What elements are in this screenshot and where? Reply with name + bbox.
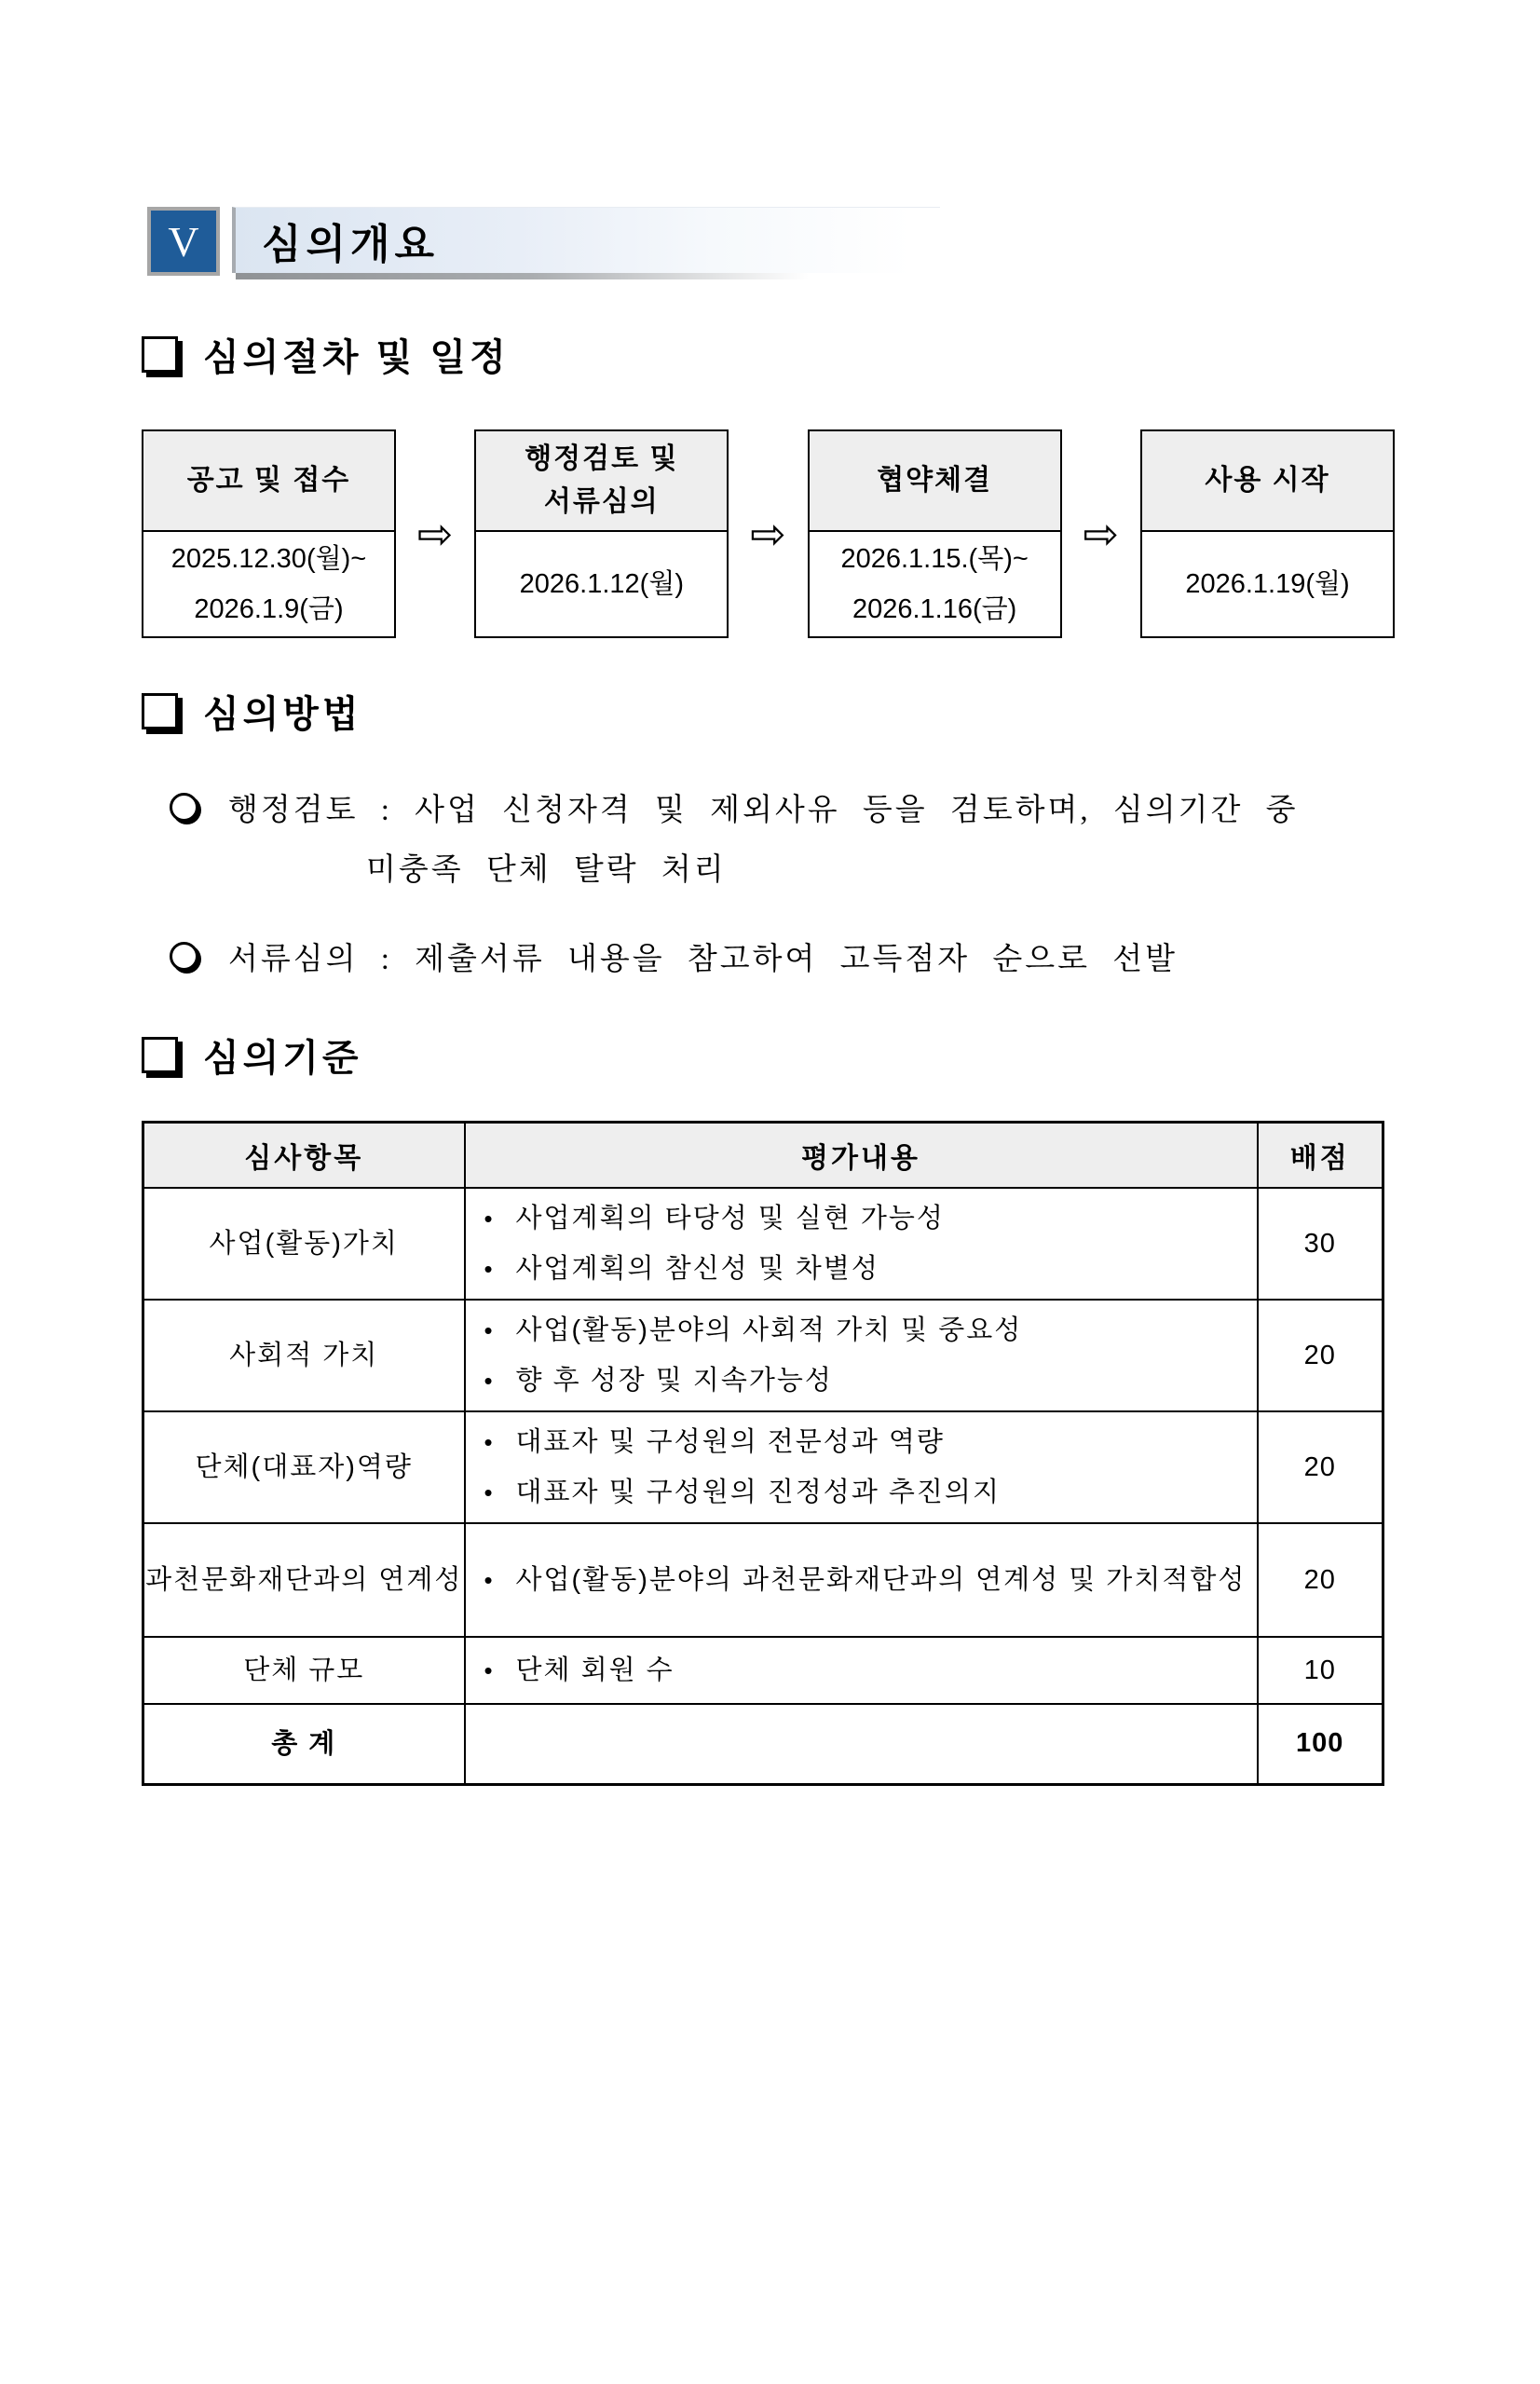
flow-step-1-title-line: 공고 및 접수: [186, 465, 351, 496]
flow-step-4-dates: [1142, 532, 1393, 636]
desc-line: [466, 1355, 1257, 1406]
dot-bullet-icon: •: [484, 1205, 495, 1233]
heading-criteria-label: 심의기준: [203, 1038, 362, 1079]
row-3-desc: [465, 1411, 1258, 1523]
dot-bullet-icon: •: [484, 1428, 495, 1456]
header-score: 배점: [1258, 1123, 1383, 1189]
section-number: V: [168, 217, 199, 266]
row-3-item: 단체(대표자)역량: [143, 1411, 465, 1523]
flow-step-2-title: [476, 431, 727, 532]
table-row: [143, 1411, 1383, 1523]
method-item-1-line-2: 미충족 단체 탈락 처리: [366, 853, 727, 887]
row-1-desc: [465, 1188, 1258, 1300]
flow-step-1: [142, 429, 396, 638]
row-2-score: 20: [1258, 1300, 1383, 1411]
title-bar-shadow: [236, 273, 887, 279]
schedule-flow: [142, 429, 1395, 638]
dot-bullet-icon: •: [484, 1478, 495, 1506]
table-total-row: [143, 1704, 1383, 1784]
row-1-score: 30: [1258, 1188, 1383, 1300]
page-title: 심의개요: [262, 222, 440, 267]
square-bullet-icon: [142, 336, 178, 373]
flow-step-3-title-line: 협약체결: [877, 465, 993, 496]
flow-step-2-date-line: 2026.1.12(월): [519, 569, 684, 599]
heading-method-label: 심의방법: [203, 694, 362, 735]
desc-text: 대표자 및 구성원의 전문성과 역량: [515, 1427, 945, 1457]
desc-line: [466, 1417, 1257, 1467]
heading-method: [142, 685, 1540, 738]
flow-step-2-title-line: 행정검토 및: [525, 443, 679, 474]
desc-text: 단체 회원 수: [515, 1655, 675, 1685]
method-item-1-line-1: 행정검토 : 사업 신청자격 및 제외사유 등을 검토하며, 심의기간 중: [228, 794, 1299, 827]
desc-line: [466, 1193, 1257, 1244]
method-list: [149, 781, 1400, 989]
table-row: [143, 1637, 1383, 1704]
table-header-row: [143, 1123, 1383, 1189]
total-label: 총 계: [143, 1704, 465, 1784]
desc-line: [466, 1467, 1257, 1518]
heading-criteria: [142, 1029, 1540, 1082]
flow-step-1-date-line: 2026.1.9(금): [194, 594, 344, 624]
desc-line: [466, 1244, 1257, 1294]
desc-text: 사업(활동)분야의 과천문화재단과의 연계성 및 가치적합성: [515, 1565, 1247, 1595]
flow-step-4-title: [1142, 431, 1393, 532]
method-item-1: [149, 781, 1400, 900]
desc-text: 사업(활동)분야의 사회적 가치 및 중요성: [515, 1315, 1023, 1345]
header-item: 심사항목: [143, 1123, 465, 1189]
method-item-2: [149, 930, 1400, 989]
flow-step-2-dates: [476, 532, 727, 636]
circle-bullet-icon: [170, 942, 198, 971]
row-1-item: 사업(활동)가치: [143, 1188, 465, 1300]
desc-line: [466, 1645, 1257, 1696]
method-item-2-text: [228, 930, 1178, 989]
desc-text: 향 후 성장 및 지속가능성: [515, 1366, 833, 1396]
row-4-desc: [465, 1523, 1258, 1637]
flow-step-4-title-line: 사용 시작: [1205, 465, 1330, 496]
dot-bullet-icon: •: [484, 1566, 495, 1594]
heading-schedule-label: 심의절차 및 일정: [203, 337, 510, 378]
row-5-score: 10: [1258, 1637, 1383, 1704]
row-4-item: 과천문화재단과의 연계성: [143, 1523, 465, 1637]
total-score: 100: [1258, 1704, 1383, 1784]
flow-step-3-title: [810, 431, 1060, 532]
desc-text: 대표자 및 구성원의 진정성과 추진의지: [515, 1478, 1001, 1507]
heading-schedule: [142, 328, 1540, 381]
flow-step-1-title: [143, 431, 394, 532]
arrow-right-icon: ⇨: [1083, 510, 1120, 558]
title-band: [147, 207, 1540, 279]
row-2-desc: [465, 1300, 1258, 1411]
arrow-right-icon: ⇨: [750, 510, 786, 558]
dot-bullet-icon: •: [484, 1656, 495, 1684]
desc-line: [466, 1305, 1257, 1355]
flow-step-3: [808, 429, 1062, 638]
circle-bullet-icon: [170, 793, 198, 822]
flow-step-3-date-line: 2026.1.16(금): [852, 594, 1017, 624]
flow-step-4-date-line: 2026.1.19(월): [1185, 569, 1350, 599]
square-bullet-icon: [142, 1037, 178, 1073]
section-number-box: [147, 207, 220, 276]
dot-bullet-icon: •: [484, 1316, 495, 1344]
method-item-1-text: [228, 781, 1299, 900]
table-row: [143, 1523, 1383, 1637]
table-row: [143, 1300, 1383, 1411]
square-bullet-icon: [142, 693, 178, 729]
row-3-score: 20: [1258, 1411, 1383, 1523]
row-2-item: 사회적 가치: [143, 1300, 465, 1411]
row-5-desc: [465, 1637, 1258, 1704]
dot-bullet-icon: •: [484, 1255, 495, 1283]
flow-step-2: [474, 429, 729, 638]
title-bar-wrap: [232, 207, 940, 279]
method-item-2-line-1: 서류심의 : 제출서류 내용을 참고하여 고득점자 순으로 선발: [228, 943, 1178, 976]
flow-step-4: [1140, 429, 1395, 638]
desc-text: 사업계획의 참신성 및 차별성: [515, 1254, 879, 1284]
flow-step-3-dates: [810, 532, 1060, 636]
flow-step-1-date-line: 2025.12.30(월)~: [170, 544, 367, 574]
criteria-table: [142, 1121, 1384, 1786]
flow-step-3-date-line: 2026.1.15.(목)~: [840, 544, 1029, 574]
row-5-item: 단체 규모: [143, 1637, 465, 1704]
table-row: [143, 1188, 1383, 1300]
total-desc-empty: [465, 1704, 1258, 1784]
header-desc: 평가내용: [465, 1123, 1258, 1189]
desc-text: 사업계획의 타당성 및 실현 가능성: [515, 1204, 945, 1233]
flow-step-1-dates: [143, 532, 394, 636]
flow-step-2-title-line: 서류심의: [543, 486, 660, 517]
title-bar: [232, 207, 940, 273]
row-4-score: 20: [1258, 1523, 1383, 1637]
desc-line: [466, 1555, 1257, 1605]
arrow-right-icon: ⇨: [416, 510, 454, 558]
dot-bullet-icon: •: [484, 1367, 495, 1395]
